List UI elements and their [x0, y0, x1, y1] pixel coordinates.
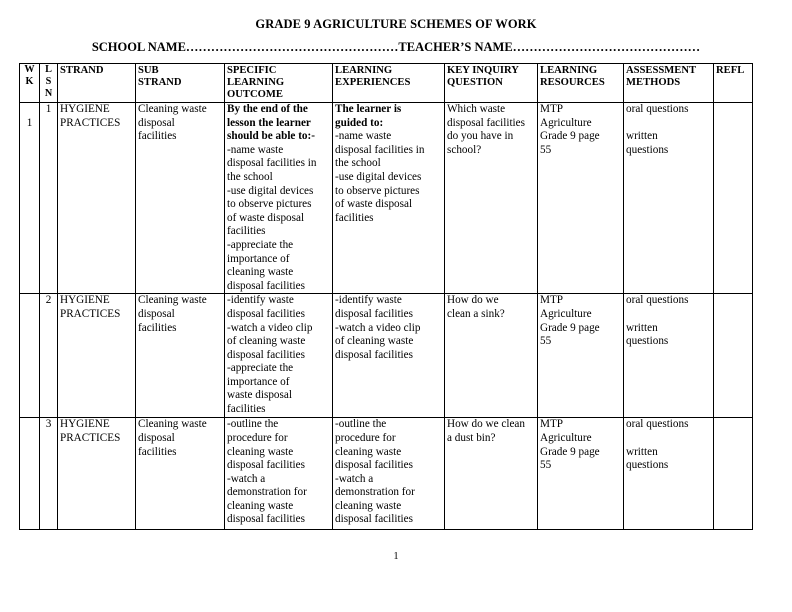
cell-line: -name waste	[335, 130, 392, 143]
cell-line: the school	[227, 170, 273, 183]
cell-line: facilities	[335, 211, 374, 224]
column-header-line: STRAND	[138, 77, 182, 88]
cell-line: facilities	[227, 403, 266, 416]
cell-assessment-methods	[624, 294, 714, 418]
cell-line: -identify waste	[227, 294, 294, 307]
cell-line: Agriculture	[540, 307, 592, 320]
cell-line: cleaning waste	[335, 499, 402, 512]
cell-line: disposal facilities	[335, 513, 413, 526]
cell-line: disposal facilities	[335, 348, 413, 361]
cell-line: lesson the learner	[227, 116, 311, 129]
cell-line: MTP	[540, 418, 564, 431]
cell-line: cleaning waste	[227, 266, 294, 279]
schemes-of-work-table	[19, 63, 753, 530]
cell-line: facilities	[227, 225, 266, 238]
cell-specific-learning-outcome	[225, 294, 333, 418]
cell-line: 55	[540, 335, 552, 348]
cell-line: facilities	[138, 130, 177, 143]
line-gap	[626, 308, 710, 322]
cell-line: disposal facilities in	[227, 157, 317, 170]
cell-line: clean a sink?	[447, 307, 505, 320]
cell-line: Cleaning waste	[138, 294, 207, 307]
column-header-line: RESOURCES	[540, 77, 605, 88]
column-header-line: SPECIFIC	[227, 65, 277, 76]
table-header-row	[20, 64, 753, 103]
table-row	[20, 294, 753, 418]
cell-line: disposal facilities	[227, 348, 305, 361]
column-header-sub_strand	[136, 64, 225, 103]
cell-line: oral questions	[626, 418, 689, 431]
cell-line: of cleaning waste	[227, 335, 306, 348]
cell-line: -outline the	[335, 418, 387, 431]
cell-learning-experiences	[333, 418, 445, 530]
cell-key-inquiry-question	[445, 418, 538, 530]
cell-line: -identify waste	[335, 294, 402, 307]
cell-week	[20, 294, 40, 418]
cell-line: do you have in	[447, 130, 514, 143]
cell-line: importance of	[227, 375, 290, 388]
cell-week	[20, 103, 40, 294]
cell-line: the school	[335, 157, 381, 170]
cell-line: oral questions	[626, 294, 689, 307]
cell-line: Which waste	[447, 103, 506, 115]
cell-lesson	[40, 103, 58, 294]
table-row	[20, 418, 753, 530]
cell-line: -use digital devices	[227, 184, 314, 197]
cell-line: How do we	[447, 294, 499, 307]
cell-line: -watch a video clip	[335, 321, 421, 334]
column-header-resources	[538, 64, 624, 103]
cell-line: of waste disposal	[227, 211, 305, 224]
cell-sub-strand	[136, 294, 225, 418]
column-header-line: S	[45, 76, 52, 87]
column-header-refl	[714, 64, 753, 103]
cell-line: Cleaning waste	[138, 418, 207, 431]
cell-line: disposal facilities	[227, 513, 305, 526]
cell-line: PRACTICES	[60, 431, 121, 444]
cell-line: disposal	[138, 307, 175, 320]
column-header-line: METHODS	[626, 77, 681, 88]
cell-line: -outline the	[227, 418, 279, 431]
cell-line: Grade 9 page	[540, 321, 600, 334]
cell-line: 1	[26, 116, 33, 129]
column-header-line: REFL	[716, 65, 745, 76]
cell-line: disposal facilities	[227, 459, 305, 472]
cell-line: guided to:	[335, 116, 384, 129]
cell-line: -watch a	[227, 472, 266, 485]
cell-line: 1	[45, 103, 52, 115]
cell-line: Grade 9 page	[540, 130, 600, 143]
table-body	[20, 103, 753, 530]
column-header-line: QUESTION	[447, 77, 503, 88]
cell-line: 2	[45, 294, 52, 307]
cell-line: Agriculture	[540, 431, 592, 444]
cell-learning-experiences	[333, 294, 445, 418]
cell-line: HYGIENE	[60, 103, 110, 115]
cell-line: oral questions	[626, 103, 689, 115]
cell-line: facilities	[138, 321, 177, 334]
cell-line: disposal facilities	[447, 116, 525, 129]
cell-assessment-methods	[624, 418, 714, 530]
cell-line: of cleaning waste	[335, 335, 414, 348]
cell-line: procedure for	[227, 431, 288, 444]
column-header-line: SUB	[138, 65, 159, 76]
cell-strand	[58, 294, 136, 418]
cell-line: HYGIENE	[60, 294, 110, 307]
column-header-line: LEARNING	[335, 65, 393, 76]
cell-line: facilities	[138, 445, 177, 458]
cell-line: to observe pictures	[227, 198, 312, 211]
cell-learning-experiences	[333, 103, 445, 294]
column-header-line: STRAND	[60, 65, 104, 76]
cell-line: cleaning waste	[335, 445, 402, 458]
cell-line: school?	[447, 143, 482, 156]
cell-learning-resources	[538, 294, 624, 418]
column-header-line: K	[25, 76, 34, 87]
school-teacher-line: SCHOOL NAME……………………………………………TEACHER’S NAME………………………………………	[91, 40, 701, 54]
cell-reflection	[714, 103, 753, 294]
column-header-line: N	[44, 88, 53, 99]
cell-sub-strand	[136, 418, 225, 530]
cell-line: questions	[626, 143, 669, 156]
cell-line: -appreciate the	[227, 238, 294, 251]
column-header-inquiry	[445, 64, 538, 103]
cell-line: cleaning waste	[227, 445, 294, 458]
cell-line: Cleaning waste	[138, 103, 207, 115]
cell-strand	[58, 418, 136, 530]
cell-line: a dust bin?	[447, 431, 496, 444]
cell-specific-learning-outcome	[225, 103, 333, 294]
cell-line: disposal facilities	[227, 279, 305, 292]
cell-lesson	[40, 294, 58, 418]
column-header-strand	[58, 64, 136, 103]
column-header-experiences	[333, 64, 445, 103]
document-title: GRADE 9 AGRICULTURE SCHEMES OF WORK	[255, 17, 537, 31]
column-header-line: LEARNING	[540, 65, 598, 76]
cell-line: -watch a video clip	[227, 321, 313, 334]
cell-line: -watch a	[335, 472, 374, 485]
cell-line: PRACTICES	[60, 307, 121, 320]
line-gap	[626, 432, 710, 446]
column-header-line: W	[24, 64, 35, 75]
column-header-assessment	[624, 64, 714, 103]
line-gap	[626, 117, 710, 131]
cell-strand	[58, 103, 136, 294]
cell-line: PRACTICES	[60, 116, 121, 129]
cell-line: written	[626, 130, 658, 143]
cell-learning-resources	[538, 418, 624, 530]
cell-assessment-methods	[624, 103, 714, 294]
cell-line: disposal	[138, 431, 175, 444]
cell-reflection	[714, 294, 753, 418]
column-header-line: ASSESSMENT	[626, 65, 697, 76]
column-header-lsn	[40, 64, 58, 103]
cell-specific-learning-outcome	[225, 418, 333, 530]
cell-line: -use digital devices	[335, 170, 422, 183]
column-header-line: L	[45, 64, 52, 75]
cell-line: disposal facilities	[335, 459, 413, 472]
cell-line: questions	[626, 459, 669, 472]
cell-line: of waste disposal	[335, 198, 413, 211]
column-header-slo	[225, 64, 333, 103]
cell-reflection	[714, 418, 753, 530]
cell-line: MTP	[540, 294, 564, 307]
cell-line: disposal facilities	[335, 307, 413, 320]
cell-line: questions	[626, 335, 669, 348]
cell-lesson	[40, 418, 58, 530]
cell-line: 55	[540, 459, 552, 472]
cell-line: HYGIENE	[60, 418, 110, 431]
cell-line: disposal	[138, 116, 175, 129]
cell-line: disposal facilities in	[335, 143, 425, 156]
cell-line: cleaning waste	[227, 499, 294, 512]
cell-line: 55	[540, 143, 552, 156]
cell-line: waste disposal	[227, 389, 292, 402]
cell-key-inquiry-question	[445, 103, 538, 294]
column-header-line: OUTCOME	[227, 89, 283, 100]
cell-week	[20, 418, 40, 530]
cell-line: Grade 9 page	[540, 445, 600, 458]
page-number: 1	[393, 551, 399, 562]
column-header-line: EXPERIENCES	[335, 77, 411, 88]
column-header-line: LEARNING	[227, 77, 285, 88]
cell-line: should be able to:-	[227, 130, 315, 143]
cell-line: By the end of the	[227, 103, 308, 115]
cell-line: procedure for	[335, 431, 396, 444]
cell-line: -appreciate the	[227, 362, 294, 375]
column-header-wk	[20, 64, 40, 103]
cell-line: demonstration for	[335, 486, 415, 499]
cell-key-inquiry-question	[445, 294, 538, 418]
table-row	[20, 103, 753, 294]
cell-line: The learner is	[335, 103, 402, 115]
column-header-line: KEY INQUIRY	[447, 65, 519, 76]
cell-line: to observe pictures	[335, 184, 420, 197]
cell-line: disposal facilities	[227, 307, 305, 320]
cell-line: importance of	[227, 252, 290, 265]
cell-line: written	[626, 321, 658, 334]
cell-line: -name waste	[227, 143, 284, 156]
cell-line: 3	[45, 418, 52, 431]
cell-learning-resources	[538, 103, 624, 294]
cell-sub-strand	[136, 103, 225, 294]
cell-line: written	[626, 445, 658, 458]
cell-line: Agriculture	[540, 116, 592, 129]
cell-line: MTP	[540, 103, 564, 115]
cell-line: demonstration for	[227, 486, 307, 499]
cell-line: How do we clean	[447, 418, 525, 431]
